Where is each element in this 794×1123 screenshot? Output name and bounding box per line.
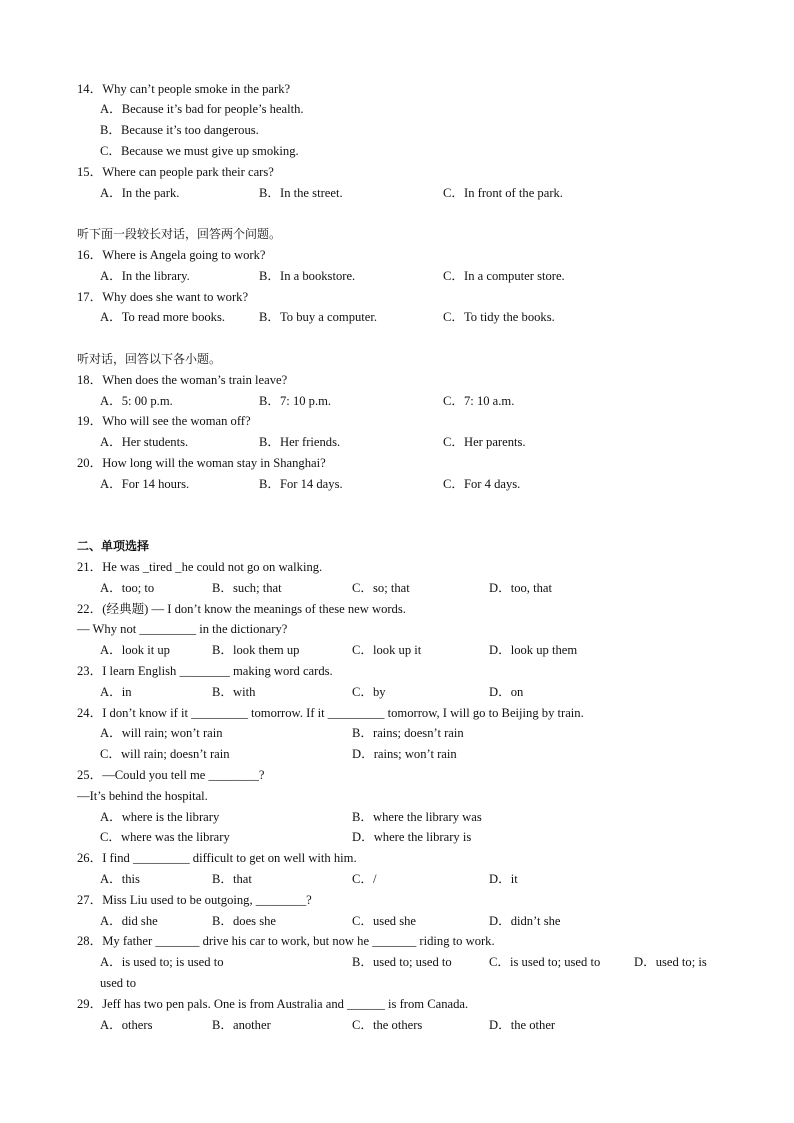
question-22-option-a: A．look it up <box>100 643 170 657</box>
question-28-stem: 28．My father _______ drive his car to work, but now he _______ riding to work. <box>77 934 495 948</box>
question-26-option-c: C．/ <box>352 872 377 886</box>
question-27-stem: 27．Miss Liu used to be outgoing, ________? <box>77 893 312 907</box>
question-14-option-b: B．Because it’s too dangerous. <box>100 123 259 137</box>
question-19-option-a: A．Her students. <box>100 435 189 449</box>
question-27-option-a: A．did she <box>100 914 158 928</box>
question-18-option-a: A．5: 00 p.m. <box>100 394 173 408</box>
question-17-stem: 17．Why does she want to work? <box>77 290 249 304</box>
question-25-stem-line2: —It’s behind the hospital. <box>77 789 208 803</box>
question-23-option-c: C．by <box>352 685 386 699</box>
question-17-option-b: B．To buy a computer. <box>259 310 378 324</box>
question-28-option-d: D．used to; is <box>634 955 707 969</box>
section-dialog-heading: 听对话，回答以下各小题。 <box>77 352 222 366</box>
question-15-stem: 15．Where can people park their cars? <box>77 165 274 179</box>
question-20-option-c: C．For 4 days. <box>443 477 521 491</box>
question-27-option-b: B．does she <box>212 914 277 928</box>
section-single-choice-heading: 二、单项选择 <box>77 539 150 553</box>
question-15-option-a: A．In the park. <box>100 186 180 200</box>
question-14-option-a: A．Because it’s bad for people’s health. <box>100 102 304 116</box>
question-28-option-d-continued: used to <box>100 976 137 990</box>
question-20-option-a: A．For 14 hours. <box>100 477 190 491</box>
question-18-option-c: C．7: 10 a.m. <box>443 394 515 408</box>
question-25-option-d: D．where the library is <box>352 830 472 844</box>
question-22-stem: 22．(经典题) — I don’t know the meanings of these new words. <box>77 602 406 616</box>
question-29-option-b: B．another <box>212 1018 271 1032</box>
question-16-option-c: C．In a computer store. <box>443 269 565 283</box>
question-23-stem: 23．I learn English ________ making word cards. <box>77 664 333 678</box>
question-24-option-c: C．will rain; doesn’t rain <box>100 747 230 761</box>
question-29-option-a: A．others <box>100 1018 153 1032</box>
question-24-option-a: A．will rain; won’t rain <box>100 726 223 740</box>
question-23-option-a: A．in <box>100 685 132 699</box>
question-15-option-b: B．In the street. <box>259 186 343 200</box>
question-15-option-c: C．In front of the park. <box>443 186 563 200</box>
question-20-option-b: B．For 14 days. <box>259 477 343 491</box>
question-21-option-c: C．so; that <box>352 581 410 595</box>
question-19-option-b: B．Her friends. <box>259 435 341 449</box>
question-24-stem: 24．I don’t know if it _________ tomorrow. If it _________ tomorrow, I will go to Beijing by train. <box>77 706 584 720</box>
question-21-option-a: A．too; to <box>100 581 155 595</box>
question-17-option-a: A．To read more books. <box>100 310 226 324</box>
question-25-option-b: B．where the library was <box>352 810 482 824</box>
question-21-option-b: B．such; that <box>212 581 282 595</box>
question-28-option-a: A．is used to; is used to <box>100 955 224 969</box>
question-28-option-c: C．is used to; used to <box>489 955 601 969</box>
question-26-option-d: D．it <box>489 872 518 886</box>
question-22-option-b: B．look them up <box>212 643 300 657</box>
question-27-option-d: D．didn’t she <box>489 914 561 928</box>
question-25-stem: 25．—Could you tell me ________? <box>77 768 265 782</box>
question-21-stem: 21．He was _tired _he could not go on walking. <box>77 560 323 574</box>
question-22-option-d: D．look up them <box>489 643 578 657</box>
question-24-option-b: B．rains; doesn’t rain <box>352 726 464 740</box>
question-16-option-b: B．In a bookstore. <box>259 269 356 283</box>
question-18-option-b: B．7: 10 p.m. <box>259 394 332 408</box>
question-26-option-b: B．that <box>212 872 252 886</box>
question-23-option-b: B．with <box>212 685 256 699</box>
question-21-option-d: D．too, that <box>489 581 552 595</box>
section-long-dialog-heading: 听下面一段较长对话，回答两个问题。 <box>77 227 282 241</box>
question-22-stem-line2: — Why not _________ in the dictionary? <box>77 622 288 636</box>
question-27-option-c: C．used she <box>352 914 417 928</box>
question-29-option-d: D．the other <box>489 1018 556 1032</box>
question-17-option-c: C．To tidy the books. <box>443 310 555 324</box>
question-26-option-a: A．this <box>100 872 140 886</box>
question-20-stem: 20．How long will the woman stay in Shanghai? <box>77 456 326 470</box>
question-16-stem: 16．Where is Angela going to work? <box>77 248 266 262</box>
question-25-option-c: C．where was the library <box>100 830 230 844</box>
question-26-stem: 26．I find _________ difficult to get on well with him. <box>77 851 357 865</box>
question-19-stem: 19．Who will see the woman off? <box>77 414 251 428</box>
question-19-option-c: C．Her parents. <box>443 435 526 449</box>
question-18-stem: 18．When does the woman’s train leave? <box>77 373 288 387</box>
question-24-option-d: D．rains; won’t rain <box>352 747 457 761</box>
question-29-option-c: C．the others <box>352 1018 423 1032</box>
question-23-option-d: D．on <box>489 685 524 699</box>
question-16-option-a: A．In the library. <box>100 269 190 283</box>
question-14-option-c: C．Because we must give up smoking. <box>100 144 299 158</box>
question-25-option-a: A．where is the library <box>100 810 220 824</box>
question-28-option-b: B．used to; used to <box>352 955 452 969</box>
question-14-stem: 14．Why can’t people smoke in the park? <box>77 82 291 96</box>
question-29-stem: 29．Jeff has two pen pals. One is from Australia and ______ is from Canada. <box>77 997 469 1011</box>
question-22-option-c: C．look up it <box>352 643 422 657</box>
